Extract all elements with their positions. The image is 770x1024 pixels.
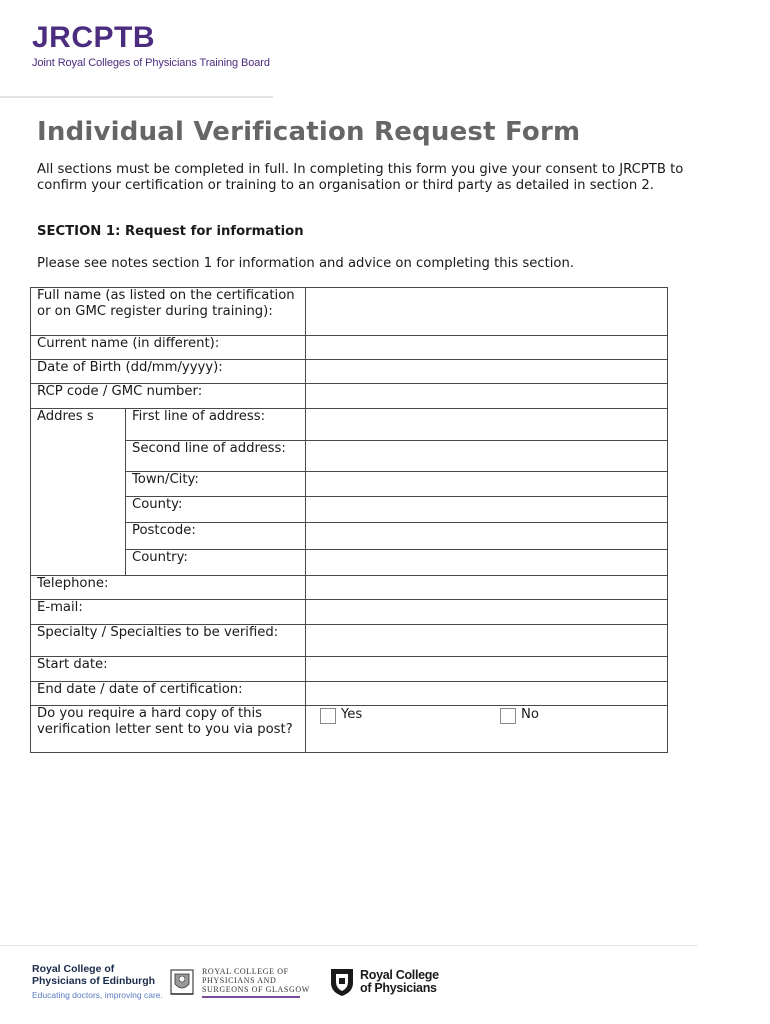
rcp-line1: Royal College [360, 968, 439, 982]
rcpe-logo [32, 963, 163, 1000]
town-field[interactable] [306, 472, 668, 497]
table-row [31, 625, 668, 657]
hard-copy-options [306, 706, 668, 753]
address-line2-label: Second line of address: [126, 441, 306, 472]
county-field[interactable] [306, 497, 668, 523]
rcpe-tagline: Educating doctors, improving care. [32, 990, 163, 1000]
end-date-label: End date / date of certification: [31, 682, 306, 706]
rcp-code-label: RCP code / GMC number: [31, 384, 306, 409]
section-heading: SECTION 1: Request for information [37, 224, 304, 239]
header-divider [0, 96, 273, 98]
request-form-table [30, 287, 668, 753]
footer-divider [0, 945, 698, 946]
dob-field[interactable] [306, 360, 668, 384]
rcpe-name-line2: Physicians of Edinburgh [32, 975, 156, 987]
yes-label: Yes [341, 707, 363, 722]
table-row [31, 360, 668, 384]
telephone-label: Telephone: [31, 576, 306, 600]
table-row [31, 409, 668, 441]
rcpsg-accent-bar [202, 996, 300, 998]
no-option[interactable] [500, 707, 539, 724]
telephone-field[interactable] [306, 576, 668, 600]
no-label: No [521, 707, 539, 722]
intro-paragraph: All sections must be completed in full. In completing this form you give your consent to JRCPTB to confirm your certification or training to an organisation or third party as detailed in section 2. [37, 162, 684, 193]
shield-icon [328, 966, 356, 998]
logo-subtitle: Joint Royal Colleges of Physicians Training Board [32, 57, 270, 69]
country-label: Country: [126, 550, 306, 576]
start-date-field[interactable] [306, 657, 668, 682]
no-checkbox[interactable] [500, 708, 516, 724]
address-label: Addres s [31, 409, 126, 576]
end-date-field[interactable] [306, 682, 668, 706]
logo-wordmark: JRCPTB [32, 21, 156, 54]
table-row [31, 336, 668, 360]
table-row [31, 657, 668, 682]
county-label: County: [126, 497, 306, 523]
rcpe-name-line1: Royal College of [32, 963, 115, 975]
current-name-field[interactable] [306, 336, 668, 360]
table-row [31, 384, 668, 409]
postcode-field[interactable] [306, 523, 668, 550]
rcpsg-line2: PHYSICIANS AND [202, 975, 277, 985]
hard-copy-checkbox-group [312, 706, 661, 724]
table-row [31, 682, 668, 706]
current-name-label: Current name (in different): [31, 336, 306, 360]
table-row [31, 441, 668, 472]
address-line1-field[interactable] [306, 409, 668, 441]
town-label: Town/City: [126, 472, 306, 497]
rcp-logo [328, 966, 439, 998]
specialty-label: Specialty / Specialties to be verified: [31, 625, 306, 657]
yes-checkbox[interactable] [320, 708, 336, 724]
table-row [31, 600, 668, 625]
yes-option[interactable] [320, 707, 500, 724]
dob-label: Date of Birth (dd/mm/yyyy): [31, 360, 306, 384]
jrcptb-logo [32, 22, 270, 69]
specialty-field[interactable] [306, 625, 668, 657]
country-field[interactable] [306, 550, 668, 576]
table-row [31, 550, 668, 576]
table-row [31, 472, 668, 497]
table-row [31, 706, 668, 753]
full-name-label: Full name (as listed on the certification or on GMC register during training): [31, 288, 306, 336]
crest-icon [168, 966, 196, 998]
rcpsg-line1: ROYAL COLLEGE OF [202, 966, 289, 976]
email-label: E-mail: [31, 600, 306, 625]
rcpsg-line3: SURGEONS OF GLASGOW [202, 984, 310, 994]
rcp-code-field[interactable] [306, 384, 668, 409]
table-row [31, 288, 668, 336]
page-title: Individual Verification Request Form [37, 117, 581, 147]
table-row [31, 576, 668, 600]
postcode-label: Postcode: [126, 523, 306, 550]
rcp-line2: of Physicians [360, 981, 437, 995]
address-line1-label: First line of address: [126, 409, 306, 441]
hard-copy-label: Do you require a hard copy of this verification letter sent to you via post? [31, 706, 306, 753]
table-row [31, 523, 668, 550]
rcpsg-logo [168, 966, 310, 998]
address-line2-field[interactable] [306, 441, 668, 472]
rcpsg-text-block [202, 967, 310, 998]
rcp-text-block [360, 969, 439, 995]
start-date-label: Start date: [31, 657, 306, 682]
email-field[interactable] [306, 600, 668, 625]
section-notes: Please see notes section 1 for information and advice on completing this section. [37, 256, 575, 271]
table-row [31, 497, 668, 523]
full-name-field[interactable] [306, 288, 668, 336]
